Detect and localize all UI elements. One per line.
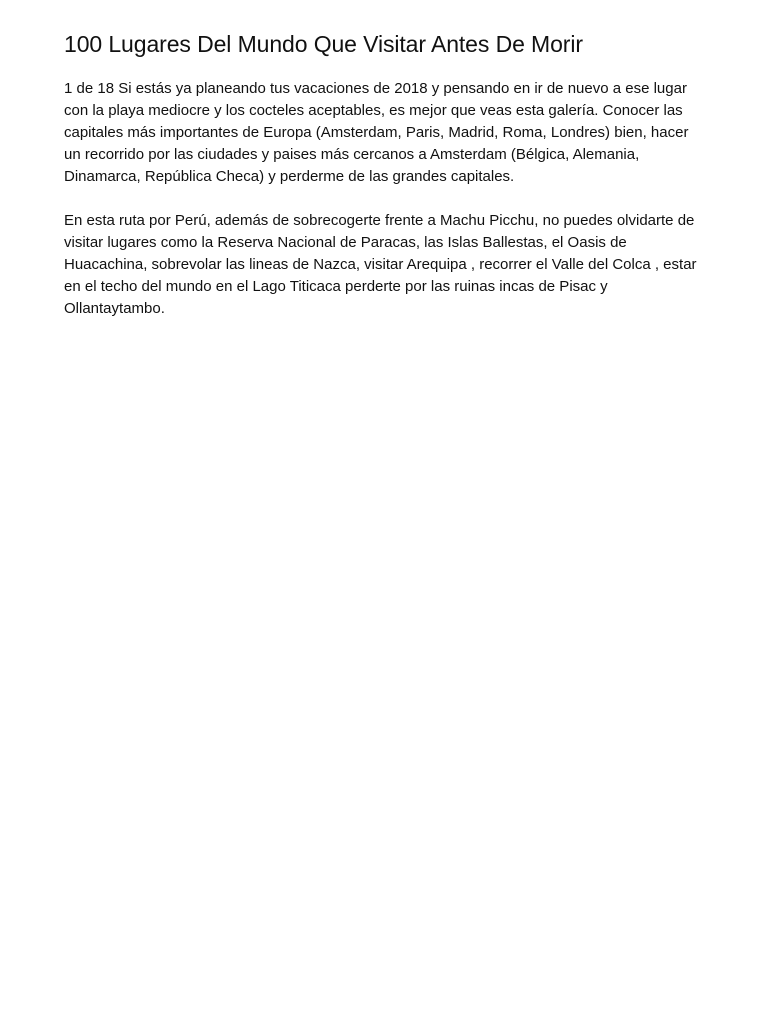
document-page xyxy=(64,28,709,320)
paragraph-peru: En esta ruta por Perú, además de sobrecogerte frente a Machu Picchu, no puedes olvidarte de visitar lugares como la Reserva Nacional de Paracas, las Islas Ballestas, el Oasis de Huacachina, sobrevolar las lineas de Nazca, visitar Arequipa , recorrer el Valle del Colca , estar en el techo del mundo en el Lago Titicaca perderte por las ruinas incas de Pisac y Ollantaytambo. xyxy=(64,212,697,317)
paragraph-vacaciones: 1 de 18 Si estás ya planeando tus vacaciones de 2018 y pensando en ir de nuevo a ese lugar con la playa mediocre y los cocteles aceptables, es mejor que veas esta galería. Conocer las capitales más importantes de Europa (Amsterdam, Paris, Madrid, Roma, Londres) bien, hacer un recorrido por las ciudades y paises más cercanos a Amsterdam (Bélgica, Alemania, Dinamarca, República Checa) y perderme de las grandes capitales. xyxy=(64,80,689,185)
document-title: 100 Lugares Del Mundo Que Visitar Antes De Morir xyxy=(64,31,583,57)
